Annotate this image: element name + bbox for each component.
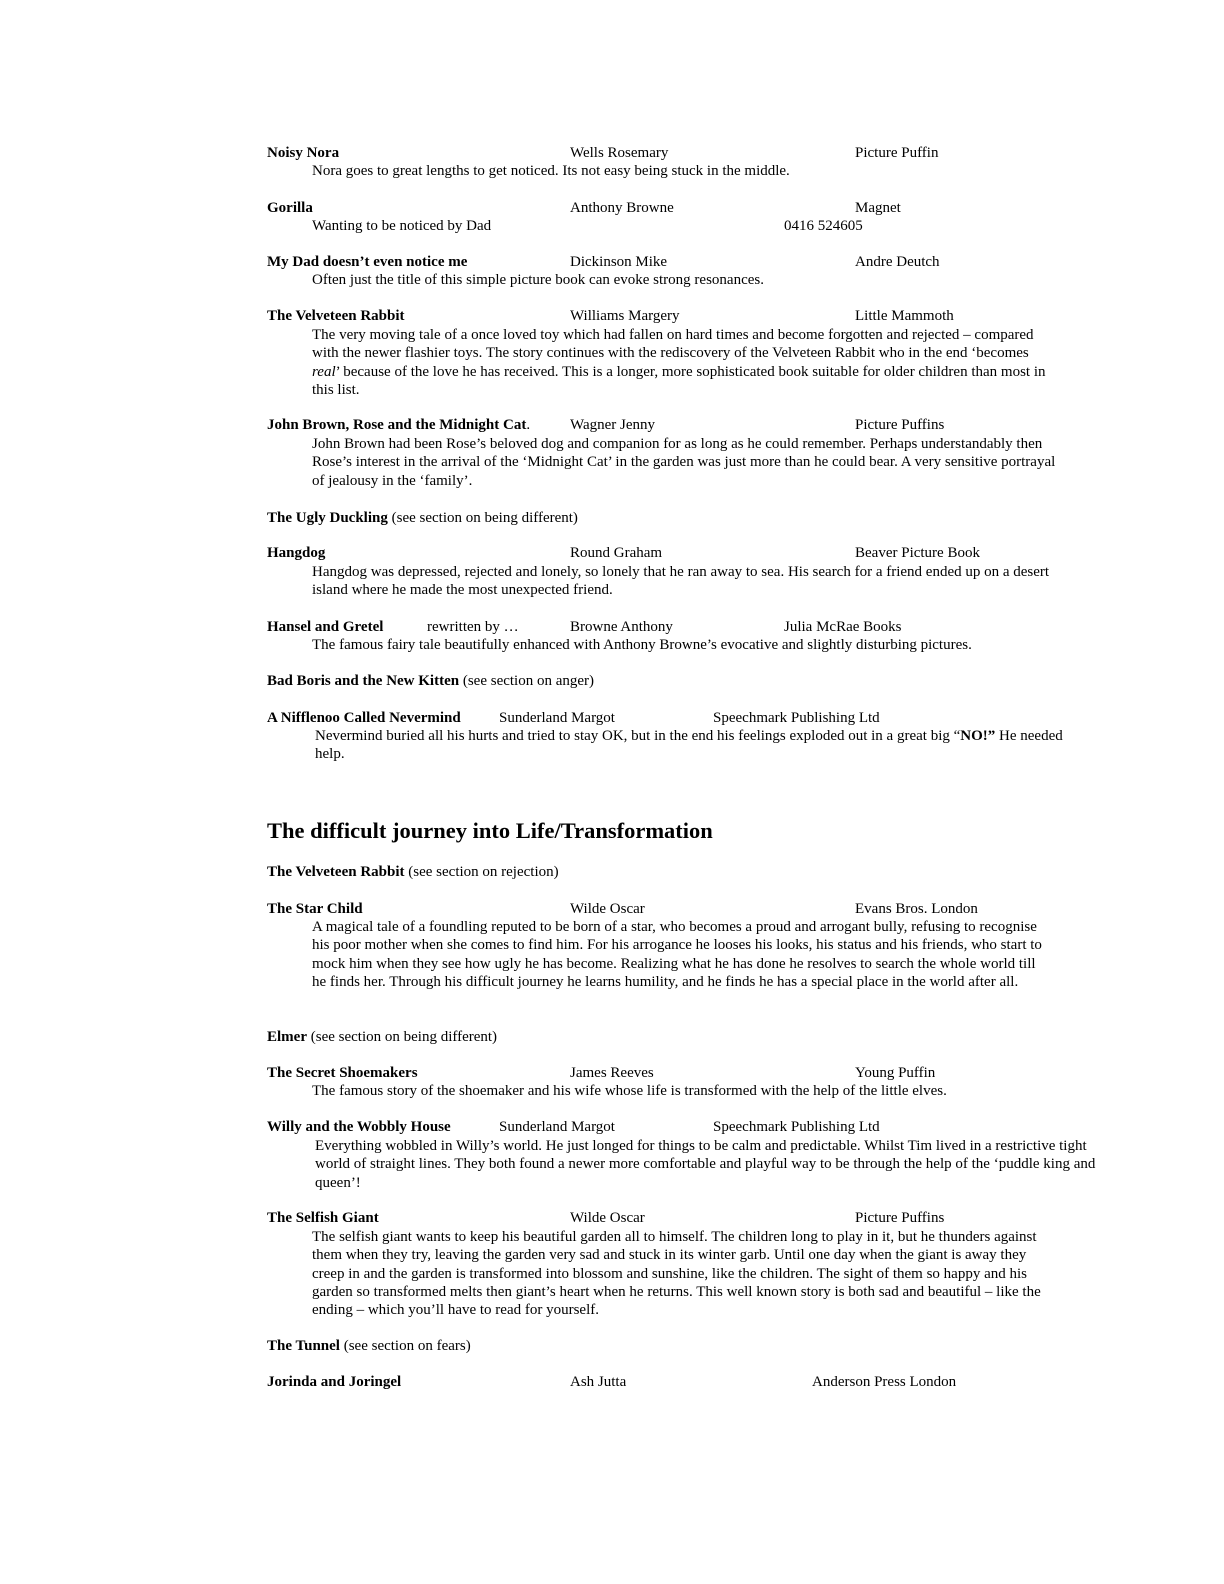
book-author: Sunderland Margot xyxy=(499,710,615,726)
book-author: Ash Jutta xyxy=(570,1374,627,1390)
description-emphasis: NO!” xyxy=(960,728,996,744)
book-crossref xyxy=(267,863,559,881)
book-title: The Secret Shoemakers xyxy=(267,1065,418,1081)
book-title: Elmer xyxy=(267,1029,307,1045)
book-publisher: Little Mammoth xyxy=(855,308,954,324)
book-author: Williams Margery xyxy=(570,308,680,324)
book-publisher: Picture Puffins xyxy=(855,417,945,433)
book-publisher: Young Puffin xyxy=(855,1065,936,1081)
book-title: Bad Boris and the New Kitten xyxy=(267,673,460,689)
book-title xyxy=(267,416,530,434)
book-author: James Reeves xyxy=(570,1065,654,1081)
book-author: Anthony Browne xyxy=(570,200,674,216)
book-description: A magical tale of a foundling reputed to be born of a star, who becomes a proud and arrogant bully, refusing to recognise his poor mother when she comes to find him. For his arrogance he looses his looks, his status and his friends, who start to mock him when they see how ugly he has become. Realizing what he has done he resolves to search the whole world till he finds her. Through his difficult journey he learns humility, and he finds he has a special place in the world after all. xyxy=(312,919,1042,990)
book-isbn: 0416 524605 xyxy=(784,218,863,234)
book-description: The famous fairy tale beautifully enhanced with Anthony Browne’s evocative and slightly disturbing pictures. xyxy=(312,637,972,653)
book-author: Sunderland Margot xyxy=(499,1119,615,1135)
book-description: Often just the title of this simple picture book can evoke strong resonances. xyxy=(312,272,764,288)
description-text: The very moving tale of a once loved toy which had fallen on hard times and become forgotten and rejected – compared with the newer flashier toys. The story continues with the rediscovery of the Velveteen Rabbit who in the end ‘becomes xyxy=(312,327,1034,362)
book-description: The famous story of the shoemaker and his wife whose life is transformed with the help of the little elves. xyxy=(312,1083,947,1099)
book-title: A Nifflenoo Called Nevermind xyxy=(267,710,461,726)
crossref-note: (see section on being different) xyxy=(387,510,578,526)
book-author: Wells Rosemary xyxy=(570,145,669,161)
book-title: Hangdog xyxy=(267,545,326,561)
book-publisher: Julia McRae Books xyxy=(784,619,902,635)
crossref-note: (see section on being different) xyxy=(306,1029,498,1045)
book-title: My Dad doesn’t even notice me xyxy=(267,254,468,270)
book-title: The Ugly Duckling xyxy=(267,510,388,526)
book-description: Nora goes to great lengths to get noticed. Its not easy being stuck in the middle. xyxy=(312,163,790,179)
book-description: The selfish giant wants to keep his beautiful garden all to himself. The children long to play in it, but he thunders against them when they try, leaving the garden very sad and stuck in its winter garb. Until one day when the giant is away they creep in and the garden is transformed into blossom and sunshine, like the children. The sight of them so happy and his garden so transformed melts then giant’s heart when he returns. This well known story is both sad and beautiful – like the ending – which you’ll have to read for yourself. xyxy=(312,1229,1041,1319)
book-title: Jorinda and Joringel xyxy=(267,1374,402,1390)
book-crossref xyxy=(267,1028,497,1046)
section-heading: The difficult journey into Life/Transformation xyxy=(267,818,713,843)
book-title: The Selfish Giant xyxy=(267,1210,379,1226)
book-author: Wilde Oscar xyxy=(570,901,645,917)
book-publisher: Anderson Press London xyxy=(812,1374,957,1390)
book-publisher: Speechmark Publishing Ltd xyxy=(713,710,880,726)
book-description xyxy=(312,326,1057,399)
description-text: He needed help. xyxy=(315,728,1063,763)
book-publisher: Speechmark Publishing Ltd xyxy=(713,1119,880,1135)
crossref-note: (see section on fears) xyxy=(339,1338,471,1354)
book-publisher: Magnet xyxy=(855,200,901,216)
book-publisher: Picture Puffin xyxy=(855,145,939,161)
crossref-note: (see section on rejection) xyxy=(404,864,559,880)
book-publisher: Andre Deutch xyxy=(855,254,940,270)
book-crossref xyxy=(267,509,578,527)
book-description: Hangdog was depressed, rejected and lonely, so lonely that he ran away to sea. His search for a friend ended up on a desert island where he made the most unexpected friend. xyxy=(312,564,1050,599)
book-description xyxy=(315,727,1075,764)
book-publisher: Picture Puffins xyxy=(855,1210,945,1226)
book-description: Everything wobbled in Willy’s world. He just longed for things to be calm and predictable. Whilst Tim lived in a restrictive tight world of straight lines. They both found a newer more comfortable and playful way to be through the help of the ‘puddle king and queen’! xyxy=(315,1138,1096,1191)
book-title: The Velveteen Rabbit xyxy=(267,864,405,880)
book-title: The Star Child xyxy=(267,901,363,917)
book-title: The Tunnel xyxy=(267,1338,340,1354)
book-publisher: Evans Bros. London xyxy=(855,901,978,917)
book-author: Round Graham xyxy=(570,545,663,561)
book-author: Dickinson Mike xyxy=(570,254,668,270)
book-title: Hansel and Gretel xyxy=(267,619,384,635)
crossref-note: (see section on anger) xyxy=(459,673,595,689)
book-crossref xyxy=(267,1337,471,1355)
book-author: Browne Anthony xyxy=(570,619,673,635)
book-title-suffix: . xyxy=(526,417,531,433)
book-title: Willy and the Wobbly House xyxy=(267,1119,451,1135)
book-description: Wanting to be noticed by Dad xyxy=(312,218,492,234)
description-text: ’ because of the love he has received. This is a longer, more sophisticated book suitable for older children than most in this list. xyxy=(312,363,1046,398)
book-author: Wilde Oscar xyxy=(570,1210,645,1226)
book-title-text: John Brown, Rose and the Midnight Cat xyxy=(267,417,527,433)
book-description: John Brown had been Rose’s beloved dog and companion for as long as he could remember. Perhaps understandably then Rose’s interest in the arrival of the ‘Midnight Cat’ in the garden was just more than he could bear. A very sensitive portrayal of jealousy in the ‘family’. xyxy=(312,436,1056,489)
book-rewritten-note: rewritten by … xyxy=(427,619,519,635)
description-text: Nevermind buried all his hurts and tried to stay OK, but in the end his feelings exploded out in a great big “ xyxy=(315,728,961,744)
book-title: Noisy Nora xyxy=(267,145,340,161)
book-crossref xyxy=(267,672,594,690)
book-title: Gorilla xyxy=(267,200,313,216)
book-publisher: Beaver Picture Book xyxy=(855,545,980,561)
book-author: Wagner Jenny xyxy=(570,417,656,433)
book-title: The Velveteen Rabbit xyxy=(267,308,405,324)
description-emphasis: real xyxy=(312,363,336,380)
